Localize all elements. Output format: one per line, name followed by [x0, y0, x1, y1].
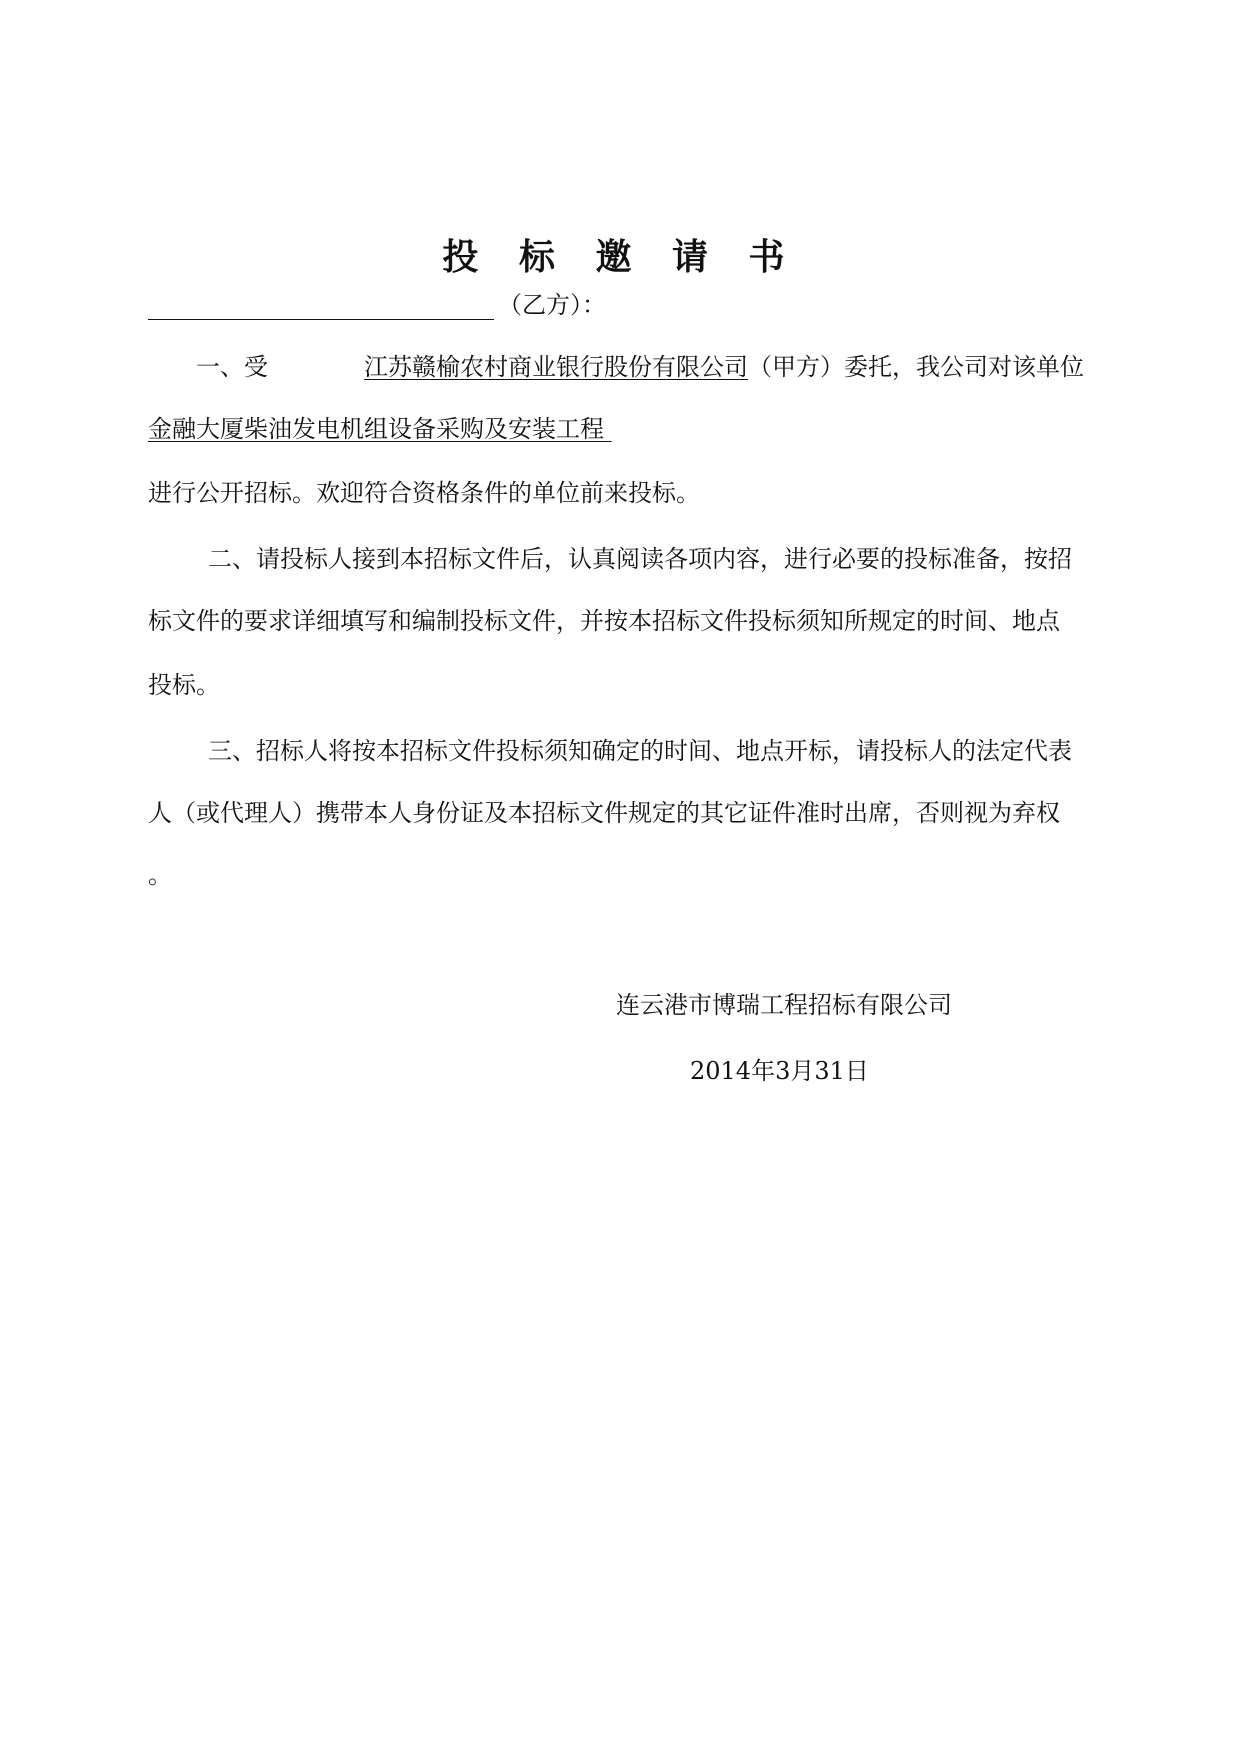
para3-line2: 人（或代理人）携带本人身份证及本招标文件规定的其它证件准时出席，否则视为弃权 — [148, 799, 1060, 827]
signature-date: 2014年3月31日 — [690, 1057, 869, 1085]
addressee-line — [148, 290, 606, 320]
para2-line3: 投标。 — [148, 671, 220, 699]
client-name: 江苏赣榆农村商业银行股份有限公司 — [364, 353, 748, 381]
para2-line2: 标文件的要求详细填写和编制投标文件，并按本招标文件投标须知所规定的时间、地点 — [148, 607, 1060, 635]
document-title: 投 标 邀 请 书 — [442, 237, 799, 278]
para1-line3: 进行公开招标。欢迎符合资格条件的单位前来投标。 — [148, 479, 700, 507]
para1-prefix: 一、受 — [196, 353, 268, 381]
client-suffix: （甲方）委托，我公司对该单位 — [748, 353, 1084, 381]
para3-line1: 三、招标人将按本招标文件投标须知确定的时间、地点开标，请投标人的法定代表 — [208, 737, 1072, 765]
para2-line1: 二、请投标人接到本招标文件后，认真阅读各项内容，进行必要的投标准备，按招 — [208, 545, 1072, 573]
signature-company: 连云港市博瑞工程招标有限公司 — [616, 991, 952, 1019]
addressee-blank — [148, 297, 494, 320]
para3-line3: 。 — [148, 861, 172, 889]
para1-line2 — [148, 414, 612, 444]
para1-line1 — [196, 352, 1084, 382]
addressee-suffix: （乙方）： — [498, 291, 606, 319]
project-underline-tail — [604, 415, 612, 443]
project-name: 金融大厦柴油发电机组设备采购及安装工程 — [148, 415, 604, 443]
